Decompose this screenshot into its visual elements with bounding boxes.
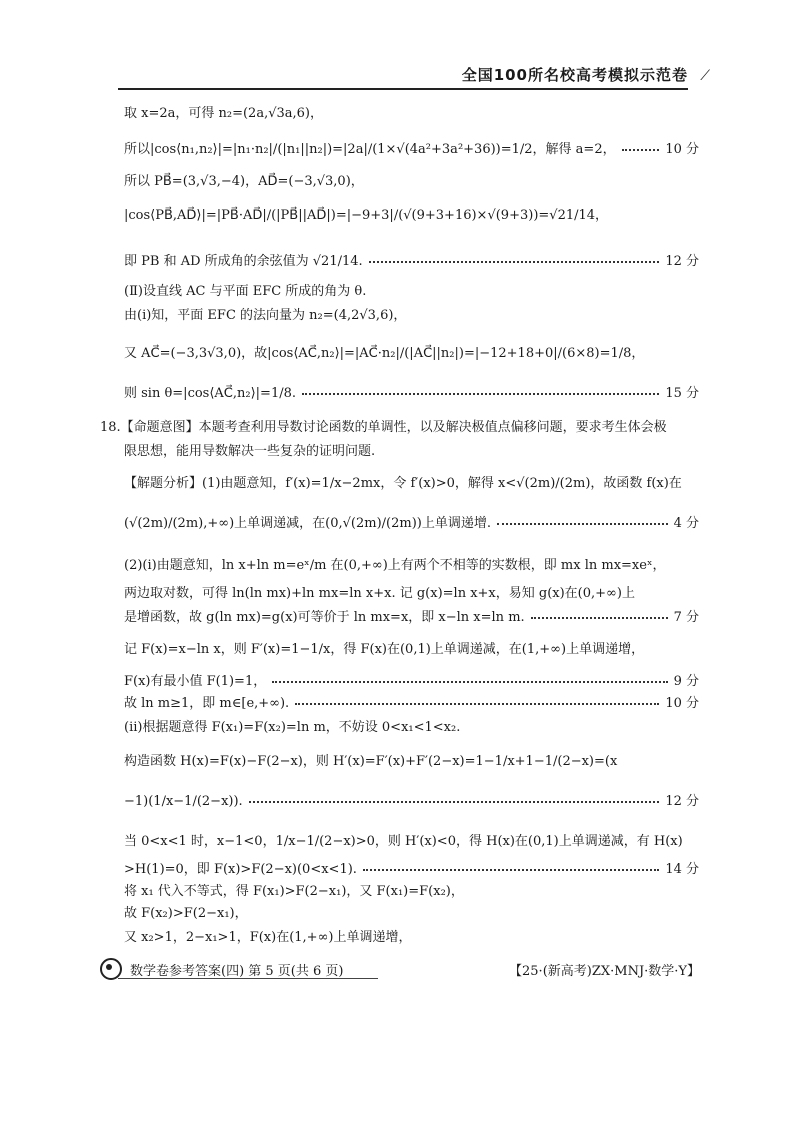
solution-line: 记 F(x)=x−ln x，则 F′(x)=1−1/x，得 F(x)在(0,1)上单调递减，在(1,+∞)上单调递增，: [124, 642, 645, 657]
problem-18-intent: 18.【命题意图】本题考查利用导数讨论函数的单调性，以及解决极值点偏移问题，要求考生体会极: [100, 420, 667, 435]
solution-line: 又 AC⃗=(−3,3√3,0)，故|cos⟨AC⃗,n₂⟩|=|AC⃗·n₂|/(|AC⃗||n₂|)=|−12+18+0|/(6×8)=1/8，: [124, 346, 645, 361]
solution-line: −1)(1/x−1/(2−x)). 12 分: [124, 794, 699, 809]
footer-page-info: 数学卷参考答案(四) 第 5 页(共 6 页): [130, 963, 344, 979]
score-label: 12 分: [665, 254, 699, 269]
solution-line: 故 ln m≥1，即 m∈[e,+∞). 10 分: [124, 696, 699, 711]
solution-line: 两边取对数，可得 ln(ln mx)+ln mx=ln x+x. 记 g(x)=ln x+x，易知 g(x)在(0,+∞)上: [124, 586, 635, 601]
solution-line: (2)(ⅰ)由题意知，ln x+ln m=eˣ/m 在(0,+∞)上有两个不相等的实数根，即 mx ln mx=xeˣ，: [124, 558, 666, 573]
solution-line: |cos⟨PB⃗,AD⃗⟩|=|PB⃗·AD⃗|/(|PB⃗||AD⃗|)=|−9+3|/(√(9+3+16)×√(9+3))=√21/14，: [124, 208, 609, 223]
solution-line: 即 PB 和 AD 所成角的余弦值为 √21/14. 12 分: [124, 254, 699, 269]
solution-line: (ⅱ)根据题意得 F(x₁)=F(x₂)=ln m，不妨设 0<x₁<1<x₂.: [124, 720, 461, 735]
solution-line: 故 F(x₂)>F(2−x₁)，: [124, 906, 248, 921]
solution-line: 所以 PB⃗=(3,√3,−4)，AD⃗=(−3,√3,0)，: [124, 174, 364, 189]
footer-underline: [118, 978, 378, 979]
solution-line: 又 x₂>1，2−x₁>1，F(x)在(1,+∞)上单调递增，: [124, 930, 412, 945]
score-label: 10 分: [665, 142, 699, 157]
solution-line: >H(1)=0，即 F(x)>F(2−x)(0<x<1). 14 分: [124, 862, 699, 877]
solution-line: 则 sin θ=|cos⟨AC⃗,n₂⟩|=1/8. 15 分: [124, 386, 699, 401]
score-label: 15 分: [665, 386, 699, 401]
solution-line: 构造函数 H(x)=F(x)−F(2−x)，则 H′(x)=F′(x)+F′(2−x)=1−1/x+1−1/(2−x)=(x: [124, 754, 618, 769]
page-footer: [100, 958, 700, 980]
page-header-title: 全国100所名校高考模拟示范卷: [461, 66, 688, 84]
publisher-logo-icon: [100, 958, 122, 980]
solution-line: F(x)有最小值 F(1)=1， 9 分: [124, 674, 699, 689]
solution-line: 所以|cos⟨n₁,n₂⟩|=|n₁·n₂|/(|n₁||n₂|)=|2a|/(1×√(4a²+3a²+36))=1/2，解得 a=2， 10 分: [124, 142, 699, 157]
solution-line: 【解题分析】(1)由题意知，f′(x)=1/x−2mx，令 f′(x)>0，解得 x<√(2m)/(2m)，故函数 f(x)在: [124, 476, 682, 491]
score-label: 4 分: [673, 516, 699, 531]
solution-line: (√(2m)/(2m),+∞)上单调递减，在(0,√(2m)/(2m))上单调递增. 4 分: [124, 516, 699, 531]
header-divider: [118, 88, 688, 90]
solution-line: 将 x₁ 代入不等式，得 F(x₁)>F(2−x₁)，又 F(x₁)=F(x₂)，: [124, 884, 464, 899]
solution-line: 是增函数，故 g(ln mx)=g(x)可等价于 ln mx=x，即 x−ln x=ln m. 7 分: [124, 610, 699, 625]
solution-line: 取 x=2a，可得 n₂=(2a,√3a,6)，: [124, 106, 323, 121]
footer-exam-code: 【25·(新高考)ZX·MNJ·数学·Y】: [509, 963, 700, 979]
score-label: 7 分: [673, 610, 699, 625]
solution-line: 限思想，能用导数解决一些复杂的证明问题.: [124, 444, 376, 459]
score-label: 12 分: [665, 794, 699, 809]
score-label: 14 分: [665, 862, 699, 877]
solution-line: 由(ⅰ)知，平面 EFC 的法向量为 n₂=(4,2√3,6)，: [124, 308, 407, 323]
score-label: 10 分: [665, 696, 699, 711]
solution-line: 当 0<x<1 时，x−1<0，1/x−1/(2−x)>0，则 H′(x)<0，得 H(x)在(0,1)上单调递减，有 H(x): [124, 834, 683, 849]
solution-line: (Ⅱ)设直线 AC 与平面 EFC 所成的角为 θ.: [124, 284, 367, 299]
score-label: 9 分: [673, 674, 699, 689]
header-decoration-icon: ⟋: [700, 68, 710, 84]
